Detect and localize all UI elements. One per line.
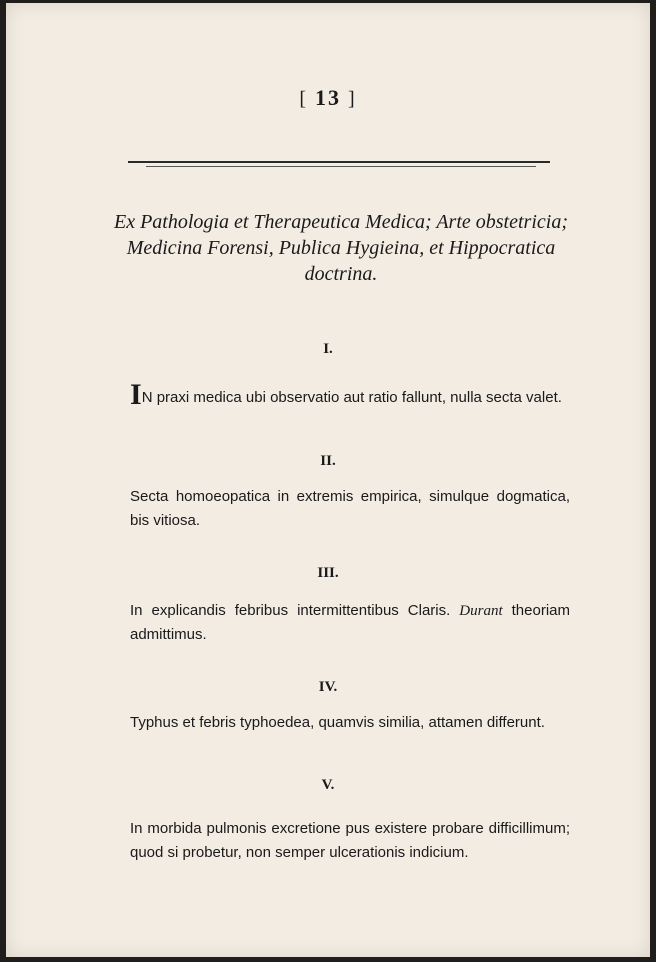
thesis-emphasis-3: Durant xyxy=(459,603,503,619)
bracket-close: ] xyxy=(348,88,357,110)
section-title: Ex Pathologia et Therapeutica Medica; Arte obstetricia; Medicina Forensi, Publica Hygieina, et Hippocratica doctrina. xyxy=(114,211,568,285)
header-rule-thin xyxy=(146,166,536,167)
thesis-text-4: Typhus et febris typhoedea, quamvis similia, attamen differunt. xyxy=(130,714,545,731)
thesis-body-3b: theoriam admittimus. xyxy=(130,602,570,643)
thesis-body-1: N praxi medica ubi observatio aut ratio fallunt, nulla secta valet. xyxy=(141,389,562,406)
thesis-text-1 xyxy=(130,378,570,411)
thesis-numeral-2: II. xyxy=(320,453,336,469)
thesis-numeral-5: V. xyxy=(321,777,335,793)
header-rule xyxy=(128,161,550,163)
thesis-text-3 xyxy=(130,599,570,647)
thesis-numeral-1: I. xyxy=(323,341,333,357)
thesis-text-2: Secta homoeopatica in extremis empirica, simulque dogmatica, bis vitiosa. xyxy=(130,488,570,529)
thesis-numeral-4: IV. xyxy=(318,679,338,695)
thesis-body-3a: In explicandis febribus intermittentibus Claris. xyxy=(130,602,460,619)
book-page xyxy=(6,3,650,957)
bracket-open: [ xyxy=(299,88,308,110)
drop-cap: I xyxy=(130,378,142,411)
page-header xyxy=(6,85,650,111)
thesis-text-5: In morbida pulmonis excretione pus existere probare difficillimum; quod si probetur, non semper ulcerationis indicium. xyxy=(130,820,570,861)
page-number: 13 xyxy=(315,85,341,110)
thesis-numeral-3: III. xyxy=(317,565,339,581)
